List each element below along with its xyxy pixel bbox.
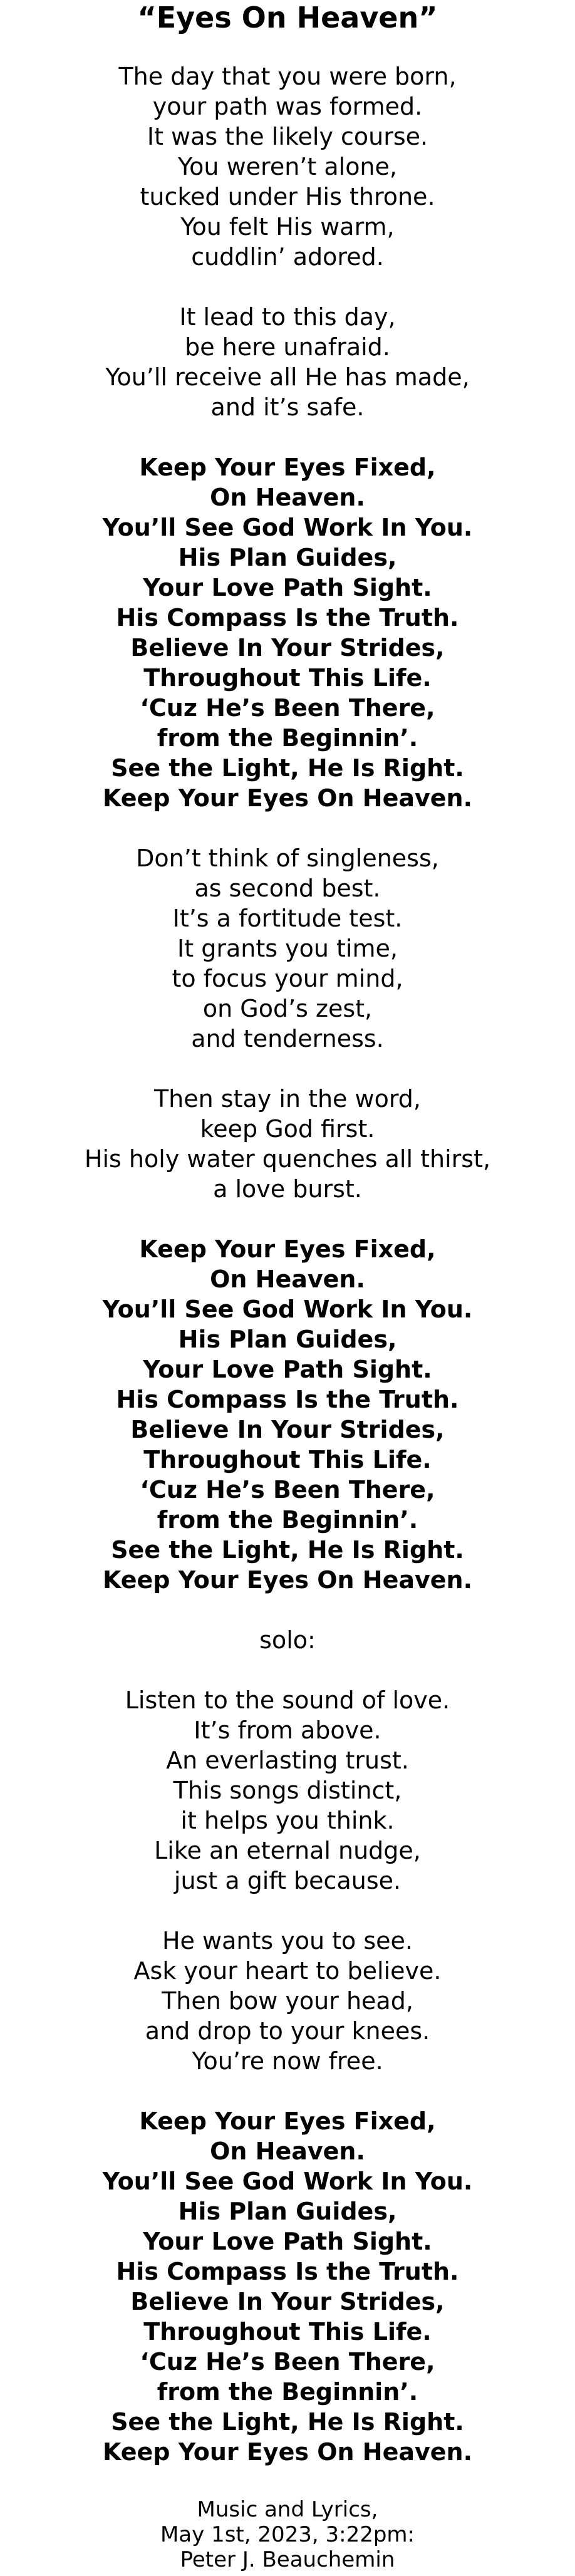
- song-title: “Eyes On Heaven”: [137, 1, 438, 34]
- lyric-line: from the Beginnin’.: [157, 1506, 418, 1534]
- lyric-line: You’ll receive all He has made,: [105, 363, 470, 391]
- lyric-line: It was the likely course.: [147, 123, 428, 150]
- lyric-line: It grants you time,: [177, 935, 398, 962]
- lyric-line: from the Beginnin’.: [157, 724, 418, 752]
- lyric-line: It’s a fortitude test.: [172, 905, 403, 932]
- lyric-line: and drop to your knees.: [145, 2017, 430, 2045]
- lyric-line: cuddlin’ adored.: [191, 243, 384, 271]
- lyric-line: and it’s safe.: [210, 393, 365, 421]
- lyric-line: Your Love Path Sight.: [143, 2228, 432, 2255]
- lyric-line: On Heaven.: [210, 2137, 365, 2165]
- lyric-line: His Compass Is the Truth.: [116, 604, 459, 631]
- lyric-line: Don’t think of singleness,: [136, 844, 439, 872]
- lyric-line: His Plan Guides,: [178, 1326, 397, 1353]
- lyric-line: Believe In Your Strides,: [130, 2288, 445, 2315]
- lyric-line: See the Light, He Is Right.: [111, 1536, 464, 1564]
- lyric-line: ‘Cuz He’s Been There,: [140, 2348, 435, 2376]
- lyric-line: your path was formed.: [152, 93, 423, 120]
- lyric-line: This songs distinct,: [173, 1777, 402, 1804]
- lyric-line: Your Love Path Sight.: [143, 574, 432, 601]
- chorus-3: [0, 2106, 575, 2467]
- lyric-line: Throughout This Life.: [143, 2318, 432, 2345]
- lyric-line: Then stay in the word,: [153, 1085, 422, 1113]
- lyric-line: as second best.: [194, 875, 381, 902]
- lyric-line: Throughout This Life.: [143, 664, 432, 692]
- lyric-line: His Plan Guides,: [178, 544, 397, 571]
- verse-4: [0, 1084, 575, 1204]
- lyric-line: Your Love Path Sight.: [143, 1356, 432, 1383]
- lyric-line: You’ll See God Work In You.: [102, 1296, 473, 1323]
- lyric-line: Believe In Your Strides,: [130, 634, 445, 662]
- lyric-line: Listen to the sound of love.: [125, 1686, 450, 1714]
- lyric-line: Like an eternal nudge,: [154, 1837, 421, 1864]
- solo-marker: [0, 1625, 575, 1655]
- lyric-line: Keep Your Eyes On Heaven.: [102, 784, 473, 812]
- lyric-line: Keep Your Eyes Fixed,: [139, 2107, 436, 2135]
- lyric-line: You’ll See God Work In You.: [102, 2168, 473, 2195]
- lyric-line: just a gift because.: [174, 1867, 401, 1894]
- lyric-line: keep God first.: [200, 1115, 375, 1143]
- lyric-line: from the Beginnin’.: [157, 2378, 418, 2406]
- lyric-line: The day that you were born,: [118, 63, 457, 90]
- lyric-line: On Heaven.: [210, 1265, 365, 1293]
- solo-label: solo:: [259, 1626, 316, 1654]
- lyric-line: ‘Cuz He’s Been There,: [140, 694, 435, 722]
- lyric-line: It lead to this day,: [179, 303, 396, 331]
- lyric-line: Throughout This Life.: [143, 1446, 432, 1473]
- verse-6: [0, 1926, 575, 2076]
- lyric-line: He wants you to see.: [162, 1927, 413, 1955]
- lyric-line: His Compass Is the Truth.: [116, 2258, 459, 2285]
- verse-3: [0, 843, 575, 1054]
- verse-5: [0, 1685, 575, 1896]
- lyric-line: Then bow your head,: [162, 1987, 413, 2015]
- lyric-line: ‘Cuz He’s Been There,: [140, 1476, 435, 1504]
- lyric-line: On Heaven.: [210, 484, 365, 511]
- credits: [0, 2497, 575, 2572]
- verse-2: [0, 302, 575, 422]
- lyric-line: You’re now free.: [192, 2047, 383, 2075]
- lyric-line: on God’s zest,: [202, 995, 373, 1022]
- lyric-line: Keep Your Eyes Fixed,: [139, 454, 436, 481]
- lyric-line: be here unafraid.: [185, 333, 390, 361]
- lyric-line: His Plan Guides,: [178, 2198, 397, 2225]
- lyric-line: Keep Your Eyes Fixed,: [139, 1235, 436, 1263]
- lyric-line: His Compass Is the Truth.: [116, 1386, 459, 1413]
- lyric-line: See the Light, He Is Right.: [111, 2408, 464, 2436]
- lyric-line: Music and Lyrics,: [197, 2497, 378, 2522]
- lyric-line: You’ll See God Work In You.: [102, 514, 473, 541]
- lyric-line: Peter J. Beauchemin: [180, 2547, 395, 2572]
- lyric-line: Believe In Your Strides,: [130, 1416, 445, 1443]
- lyric-line: An everlasting trust.: [166, 1747, 409, 1774]
- lyric-line: to focus your mind,: [172, 965, 403, 992]
- lyric-line: Keep Your Eyes On Heaven.: [102, 1566, 473, 1594]
- chorus-2: [0, 1234, 575, 1595]
- lyric-line: May 1st, 2023, 3:22pm:: [160, 2522, 415, 2547]
- lyric-line: You felt His warm,: [180, 213, 395, 241]
- lyric-line: Keep Your Eyes On Heaven.: [102, 2438, 473, 2466]
- lyric-line: Ask your heart to believe.: [133, 1957, 442, 1985]
- lyric-line: See the Light, He Is Right.: [111, 754, 464, 782]
- lyric-line: tucked under His throne.: [140, 183, 435, 210]
- lyric-line: and tenderness.: [191, 1025, 384, 1052]
- lyric-line: You weren’t alone,: [178, 153, 397, 180]
- chorus-1: [0, 452, 575, 813]
- lyric-line: a love burst.: [213, 1175, 362, 1203]
- verse-1: [0, 61, 575, 272]
- lyric-line: His holy water quenches all thirst,: [84, 1145, 491, 1173]
- lyric-line: it helps you think.: [180, 1807, 395, 1834]
- lyric-line: It’s from above.: [194, 1716, 381, 1744]
